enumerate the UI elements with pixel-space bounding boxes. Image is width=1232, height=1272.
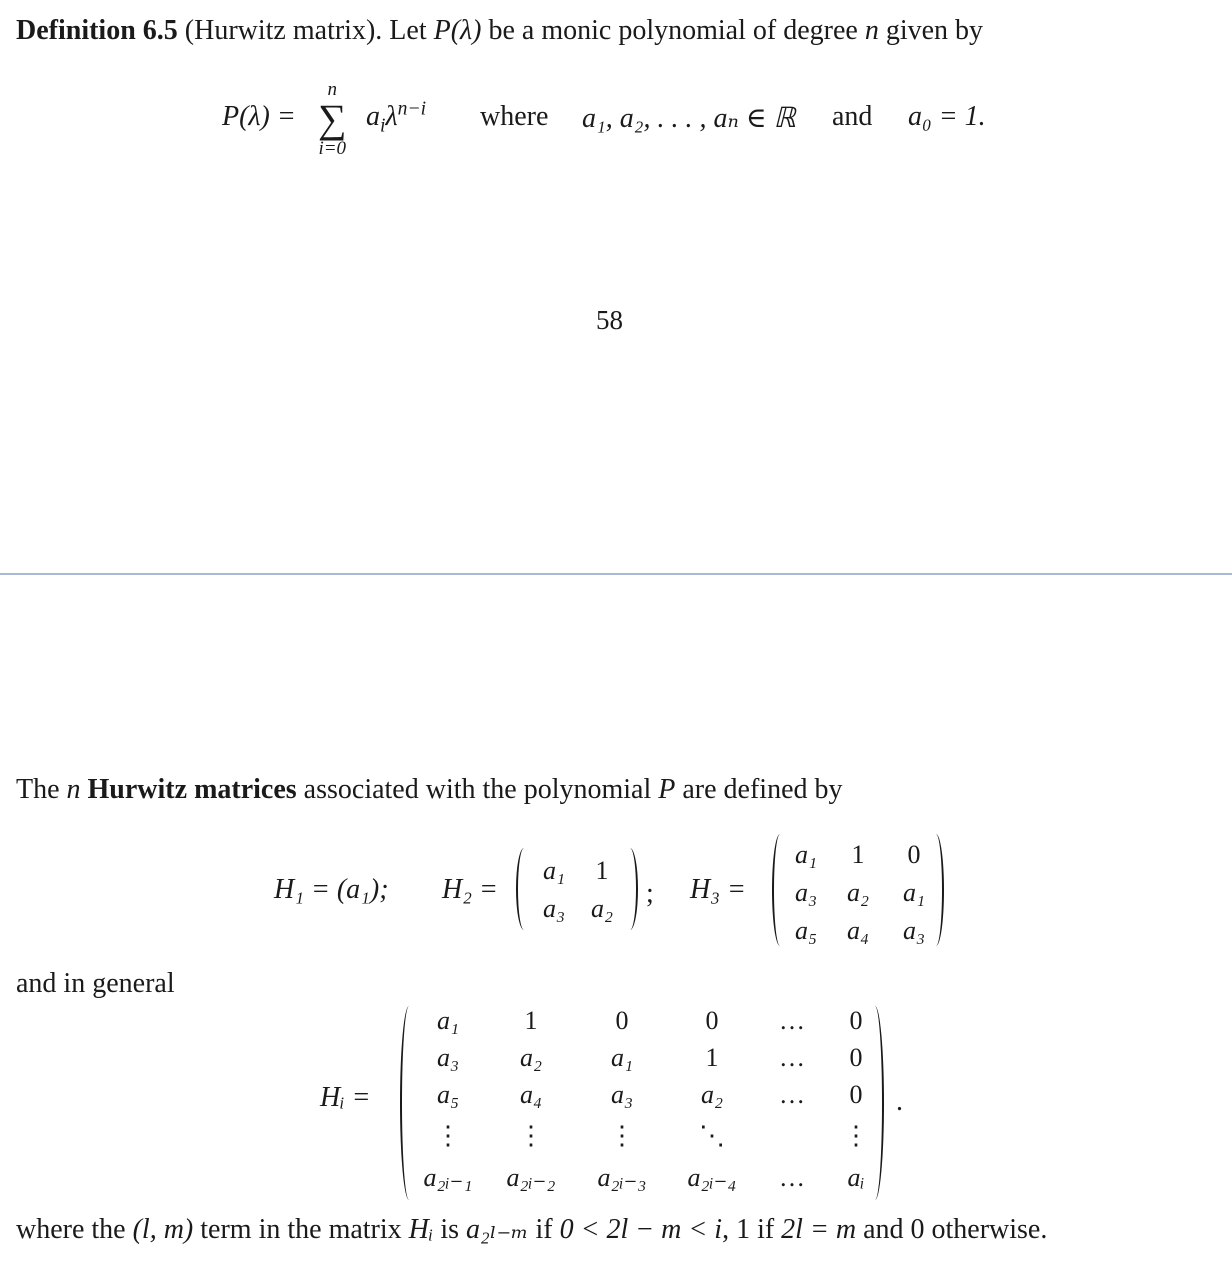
- hi-period: .: [896, 1086, 903, 1117]
- condition-1: 0 < 2l − m < i: [559, 1214, 723, 1245]
- hi-cell: a₂: [519, 1042, 543, 1072]
- closing-text: if: [528, 1214, 560, 1245]
- hi-cell: a₂ᵢ₋₃: [597, 1162, 647, 1192]
- and-in-general: and in general: [16, 968, 175, 999]
- closing-text: is: [433, 1214, 466, 1245]
- definition-text: be a monic polynomial of degree: [481, 15, 865, 46]
- h3-cell: a₁: [902, 878, 926, 907]
- h3-label: H₃ =: [690, 874, 746, 905]
- coefficients: a₁, a₂, . . . , aₙ ∈ ℝ: [582, 103, 796, 134]
- and-word: and: [832, 101, 873, 132]
- summand-base: a: [366, 101, 380, 132]
- vdots-icon: ⋮: [518, 1121, 544, 1150]
- definition-label: Definition 6.5: [16, 15, 178, 46]
- hi-cell: 0: [849, 1079, 863, 1109]
- h3-cell: a₃: [902, 916, 926, 945]
- h2-cell: 1: [595, 856, 609, 885]
- hurwitz-term: Hurwitz matrices: [87, 774, 297, 805]
- hurwitz-intro: [16, 774, 843, 806]
- h3-cell: a₄: [846, 916, 870, 945]
- closing-text: term in the matrix: [193, 1214, 409, 1245]
- h2-semicolon: ;: [646, 878, 654, 909]
- hi-cell: a₁: [610, 1042, 634, 1072]
- page-separator: [0, 573, 1232, 575]
- closing-text: , 1 if: [722, 1214, 782, 1245]
- degree-symbol: n: [864, 15, 879, 46]
- hi-cell: 1: [705, 1042, 719, 1072]
- hi-cell: …: [779, 1162, 805, 1192]
- closing-text: and 0 otherwise.: [856, 1214, 1048, 1245]
- h3-cell: 0: [907, 840, 921, 869]
- h3-cell: a₅: [794, 916, 818, 945]
- h3-cell: a₁: [794, 840, 818, 869]
- h3-cell: a₂: [846, 878, 870, 907]
- summand: [366, 98, 427, 137]
- ddots-icon: ⋱: [699, 1121, 725, 1150]
- hi-cell: …: [779, 1079, 805, 1109]
- h2-matrix: [530, 852, 626, 928]
- n-symbol: n: [66, 774, 81, 805]
- hi-cell: aᵢ: [847, 1162, 865, 1192]
- equation-lhs: P(λ) =: [222, 101, 296, 132]
- a0-condition: a₀ = 1.: [908, 101, 986, 132]
- para-text: associated with the polynomial: [296, 774, 659, 805]
- hi-cell: …: [779, 1042, 805, 1072]
- h3-matrix: [784, 836, 940, 950]
- hi-cell: a₃: [610, 1079, 634, 1109]
- definition-heading: [16, 15, 983, 47]
- hi-cell: …: [779, 1005, 805, 1035]
- hi-cell: a₃: [436, 1042, 460, 1072]
- condition-2: 2l = m: [781, 1214, 857, 1245]
- h3-right-paren: [928, 834, 944, 946]
- h2-right-paren: [622, 848, 638, 930]
- p-symbol: P: [658, 774, 676, 805]
- definition-text: Let: [389, 15, 434, 46]
- vdots-icon: ⋮: [435, 1121, 461, 1150]
- summand-lambda: λ: [385, 101, 398, 132]
- summation: [318, 80, 347, 158]
- hi-right-paren: [866, 1006, 884, 1200]
- h2-cell: a₂: [590, 894, 614, 923]
- sum-upper-limit: n: [327, 79, 337, 100]
- para-text: The: [16, 774, 67, 805]
- summand-sub: i: [380, 115, 386, 137]
- hi-cell: 0: [615, 1005, 629, 1035]
- h3-cell: 1: [851, 840, 865, 869]
- summand-exponent: n−i: [397, 98, 427, 120]
- hi-cell: a₂: [700, 1079, 724, 1109]
- page-number: 58: [596, 305, 623, 335]
- hi-label: Hᵢ =: [320, 1082, 371, 1113]
- definition-title: (Hurwitz matrix).: [184, 15, 383, 46]
- sigma-icon: ∑: [318, 96, 347, 141]
- hi-cell: a₂ᵢ₋₄: [687, 1162, 737, 1192]
- a2lm-symbol: a₂ₗ₋ₘ: [466, 1214, 529, 1245]
- where-word: where: [480, 101, 549, 132]
- closing-text: where the: [16, 1214, 133, 1245]
- hi-cell: 1: [524, 1005, 538, 1035]
- hi-cell: 0: [705, 1005, 719, 1035]
- hi-cell: a₁: [436, 1005, 460, 1035]
- hi-matrix: [410, 1002, 884, 1196]
- hi-cell: a₄: [519, 1079, 543, 1109]
- vdots-icon: ⋮: [609, 1121, 635, 1150]
- hi-cell: a₂ᵢ₋₂: [506, 1162, 556, 1192]
- closing-sentence: [16, 1212, 1047, 1246]
- h2-cell: a₃: [542, 894, 566, 923]
- hi-cell: a₂ᵢ₋₁: [423, 1162, 473, 1192]
- definition-text: given by: [878, 15, 984, 46]
- h2-cell: a₁: [542, 856, 566, 885]
- sum-lower-limit: i=0: [318, 138, 347, 159]
- polynomial-symbol: P(λ): [433, 15, 482, 46]
- hi-symbol: Hᵢ: [408, 1214, 434, 1245]
- hi-cell: a₅: [436, 1079, 460, 1109]
- hi-cell: 0: [849, 1005, 863, 1035]
- para-text: are defined by: [675, 774, 843, 805]
- vdots-icon: ⋮: [843, 1121, 869, 1150]
- hi-cell: 0: [849, 1042, 863, 1072]
- h3-cell: a₃: [794, 878, 818, 907]
- lm-index: (l, m): [132, 1214, 194, 1245]
- h2-label: H₂ =: [442, 874, 498, 905]
- h1-definition: H₁ = (a₁);: [274, 874, 389, 905]
